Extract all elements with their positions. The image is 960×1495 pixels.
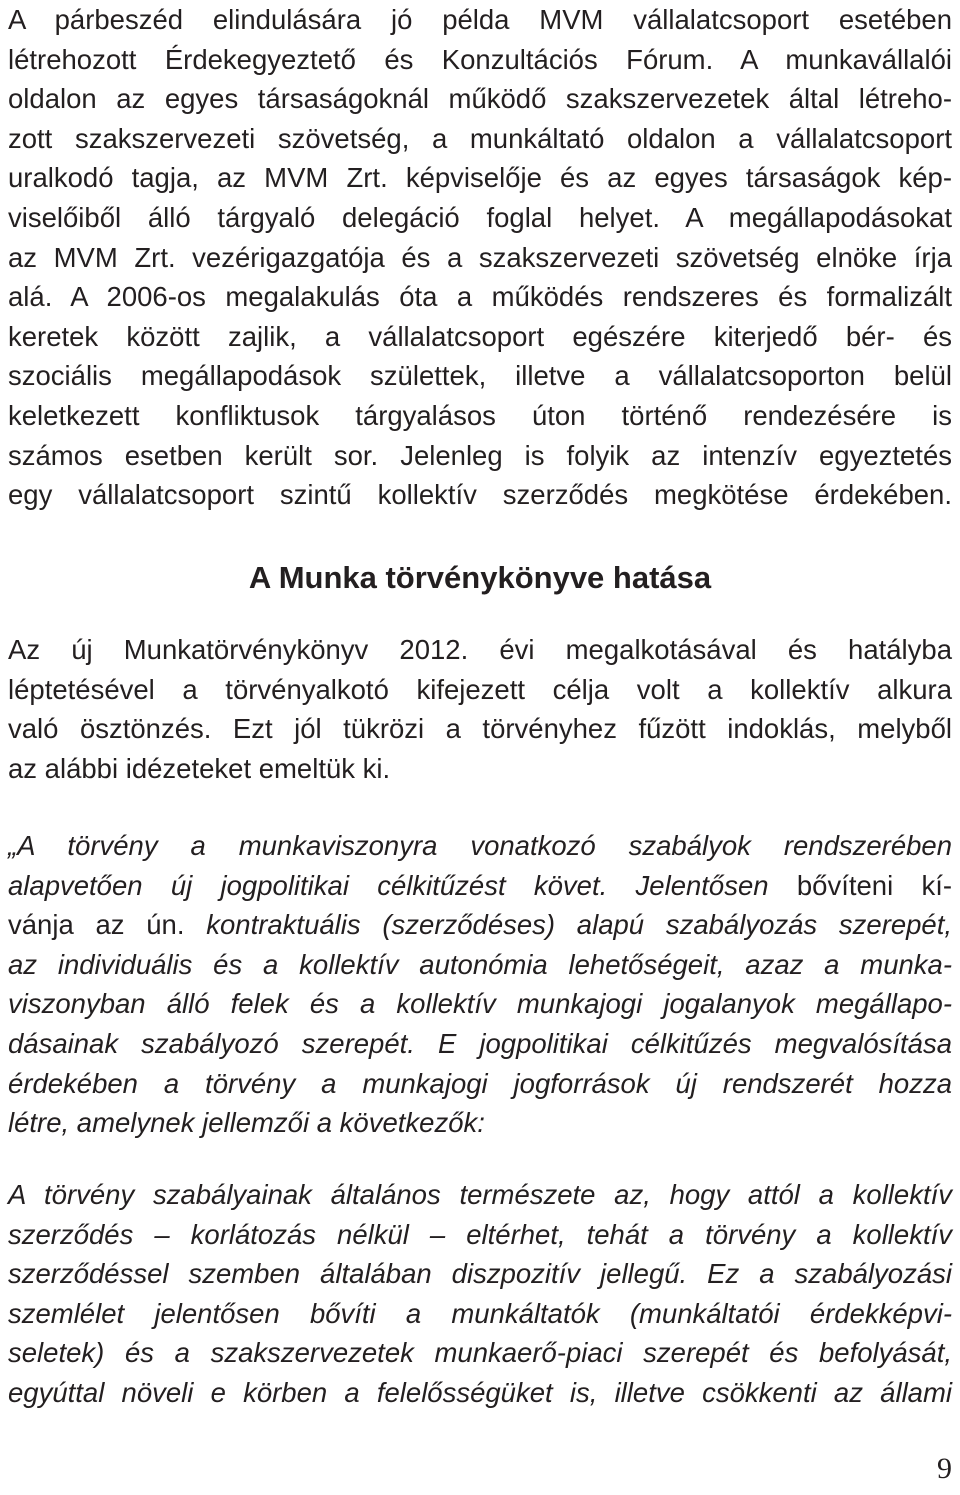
- law-paragraph-line: az alábbi idézeteket emeltük ki.: [8, 752, 391, 784]
- quote-line-upright-part: bővíteni kí-: [796, 869, 953, 901]
- intro-line: uralkodó tagja, az MVM Zrt. képviselője és az egyes társaságok kép-: [8, 162, 952, 194]
- intro-line: szociális megállapodások születtek, illetve a vállalatcsoporton belül: [8, 360, 952, 392]
- quote-line: „A törvény a munkaviszonyra vonatkozó szabályok rendszerében: [8, 830, 952, 861]
- quote-paragraph-1: [8, 826, 952, 1143]
- intro-line: keretek között zajlik, a vállalatcsoport egészére kiterjedő bér- és: [8, 320, 952, 352]
- quote-line: létre, amelynek jellemzői a következők:: [8, 1107, 485, 1139]
- intro-line: alá. A 2006-os megalakulás óta a működés rendszeres és formalizált: [8, 281, 952, 313]
- quote-line: az individuális és a kollektív autonómia lehetőségeit, azaz a munka-: [8, 948, 952, 980]
- law-paragraph: [8, 630, 952, 788]
- quote-line: szerződés – korlátozás nélkül – eltérhet, tehát a törvény a kollektív: [8, 1218, 952, 1250]
- quote-line: dásainak szabályozó szerepét. E jogpolitikai célkitűzés megvalósítása: [8, 1027, 952, 1059]
- quote-line-italic-part: kontraktuális (szerződéses) alapú szabályozás szerepét,: [206, 909, 953, 941]
- quote-line-italic-part: alapvetően új jogpolitikai célkitűzést követ. Jelentősen: [8, 869, 769, 901]
- intro-line: viselőiből álló tárgyaló delegáció foglal helyet. A megállapodásokat: [8, 201, 952, 233]
- page-number: 9: [937, 1452, 952, 1485]
- quote-line: szemlélet jelentősen bővíti a munkáltatók (munkáltatói érdekképvi-: [8, 1297, 952, 1329]
- quote-line: A törvény szabályainak általános természete az, hogy attól a kollektív: [8, 1179, 952, 1210]
- quote-line: egyúttal növeli e körben a felelősségüket is, illetve csökkenti az állami: [8, 1376, 952, 1408]
- intro-line: A párbeszéd elindulására jó példa MVM vállalatcsoport esetében: [8, 4, 952, 35]
- quote-line: [8, 905, 952, 945]
- section-heading: A Munka törvénykönyve hatása: [248, 560, 712, 595]
- quote-line: seletek) és a szakszervezetek munkaerő-piaci szerepét és befolyását,: [8, 1337, 952, 1369]
- law-paragraph-line: Az új Munkatörvénykönyv 2012. évi megalkotásával és hatályba: [8, 634, 952, 665]
- quote-line: szerződéssel szemben általában diszpozitív jellegű. Ez a szabályozási: [8, 1258, 952, 1290]
- law-paragraph-line: léptetésével a törvényalkotó kifejezett célja volt a kollektív alkura: [8, 673, 952, 705]
- intro-line: számos esetben került sor. Jelenleg is folyik az intenzív egyeztetés: [8, 439, 952, 471]
- intro-line: egy vállalatcsoport szintű kollektív szerződés megkötése érdekében.: [8, 479, 952, 511]
- intro-line: oldalon az egyes társaságoknál működő szakszervezetek által létreho-: [8, 83, 952, 115]
- quote-paragraph-2: [8, 1175, 952, 1413]
- quote-line: [8, 866, 952, 906]
- intro-line: keletkezett konfliktusok tárgyalásos úton történő rendezésére is: [8, 399, 952, 431]
- intro-paragraph: [8, 0, 952, 515]
- quote-line: érdekében a törvény a munkajogi jogforrások új rendszerét hozza: [8, 1067, 952, 1099]
- intro-line: az MVM Zrt. vezérigazgatója és a szakszervezeti szövetség elnöke írja: [8, 241, 952, 273]
- intro-line: létrehozott Érdekegyeztető és Konzultációs Fórum. A munkavállalói: [8, 43, 952, 75]
- law-paragraph-line: való ösztönzés. Ezt jól tükrözi a törvényhez fűzött indoklás, melyből: [8, 713, 952, 745]
- quote-line: viszonyban álló felek és a kollektív munkajogi jogalanyok megállapo-: [8, 988, 952, 1020]
- quote-line-upright-part: vánja az ún.: [8, 909, 185, 941]
- intro-line: zott szakszervezeti szövetség, a munkáltató oldalon a vállalatcsoport: [8, 122, 952, 154]
